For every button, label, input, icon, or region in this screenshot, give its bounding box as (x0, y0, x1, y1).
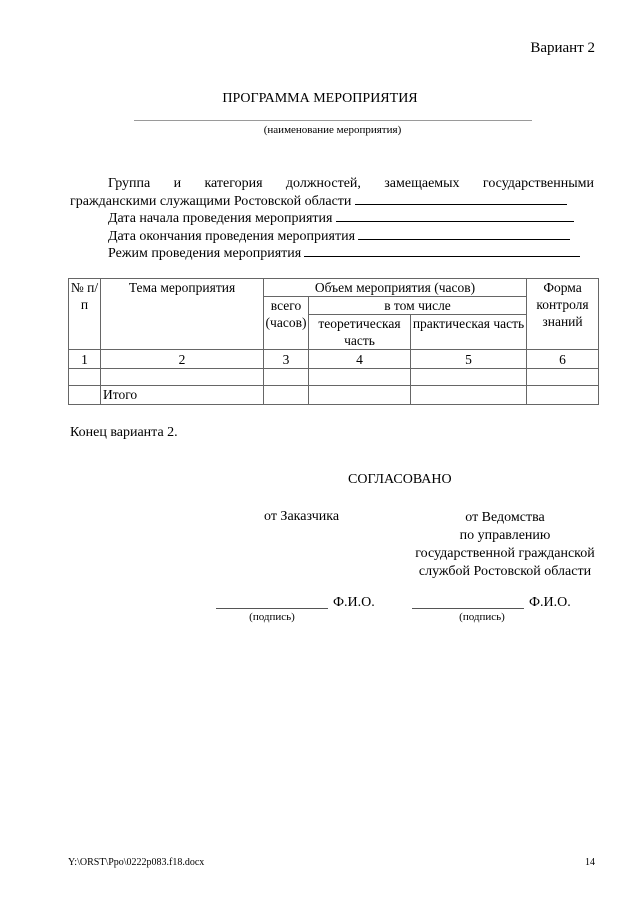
group-word: должностей, (285, 176, 361, 191)
column-number: 4 (309, 350, 411, 369)
from-department-block (412, 509, 598, 581)
total-row (69, 386, 599, 405)
table-cell (411, 369, 527, 386)
column-number: 6 (527, 350, 599, 369)
end-date-label: Дата окончания проведения мероприятия (108, 229, 356, 244)
group-line-1 (108, 176, 594, 192)
header-theory: теоретическая часть (309, 315, 411, 350)
start-date-row (108, 209, 574, 227)
group-word: государственными (482, 176, 594, 191)
group-word: и (173, 176, 182, 191)
from-customer-label: от Заказчика (264, 509, 340, 524)
table-row (69, 369, 599, 386)
group-word: замещаемых (384, 176, 460, 191)
from-department-line: по управлению (459, 528, 551, 543)
mode-row (108, 244, 580, 262)
from-department-line: службой Ростовской области (418, 564, 592, 579)
department-signature-line (412, 608, 524, 609)
department-signature-caption: (подпись) (459, 611, 505, 623)
group-word: Группа (108, 176, 151, 191)
table-cell (101, 369, 264, 386)
end-date-row (108, 227, 570, 245)
table-cell (309, 386, 411, 405)
end-note: Конец варианта 2. (70, 425, 178, 440)
table-cell (527, 369, 599, 386)
table-cell (527, 386, 599, 405)
header-total-hours: всего (часов) (264, 297, 309, 350)
footer-file-path: Y:\ORST\Ppo\0222p083.f18.docx (68, 857, 205, 868)
customer-signature-line (216, 608, 328, 609)
table-cell (309, 369, 411, 386)
table-cell (264, 369, 309, 386)
title-fill-line (134, 120, 532, 121)
group-fill-line (355, 192, 567, 205)
mode-label: Режим проведения мероприятия (108, 246, 302, 261)
title-caption: (наименование мероприятия) (263, 124, 402, 136)
start-date-fill-line (336, 209, 574, 222)
header-volume: Объем мероприятия (часов) (264, 279, 527, 297)
variant-label: Вариант 2 (530, 40, 595, 56)
approval-title: СОГЛАСОВАНО (348, 472, 452, 487)
column-number: 1 (69, 350, 101, 369)
header-num: № п/п (69, 279, 101, 350)
department-fio-label: Ф.И.О. (529, 595, 571, 610)
header-form: Форма контроля знаний (527, 279, 599, 350)
header-practice: практическая часть (411, 315, 527, 350)
customer-fio-label: Ф.И.О. (333, 595, 375, 610)
group-line-2 (70, 192, 567, 210)
table-cell (69, 369, 101, 386)
table-cell (69, 386, 101, 405)
total-label: Итого (101, 386, 264, 405)
table-cell (264, 386, 309, 405)
program-table (68, 278, 599, 405)
group-label: гражданскими служащими Ростовской области (70, 194, 352, 209)
header-including: в том числе (309, 297, 527, 315)
page-number: 14 (585, 857, 595, 868)
end-date-fill-line (358, 227, 570, 240)
group-word: категория (204, 176, 263, 191)
page-title: ПРОГРАММА МЕРОПРИЯТИЯ (222, 91, 418, 106)
from-department-line: от Ведомства (465, 510, 545, 525)
column-number: 2 (101, 350, 264, 369)
start-date-label: Дата начала проведения мероприятия (108, 211, 333, 226)
customer-signature-caption: (подпись) (249, 611, 295, 623)
table-cell (411, 386, 527, 405)
column-number: 3 (264, 350, 309, 369)
header-topic: Тема мероприятия (101, 279, 264, 350)
mode-fill-line (304, 244, 580, 257)
from-department-line: государственной гражданской (415, 546, 595, 561)
column-number: 5 (411, 350, 527, 369)
